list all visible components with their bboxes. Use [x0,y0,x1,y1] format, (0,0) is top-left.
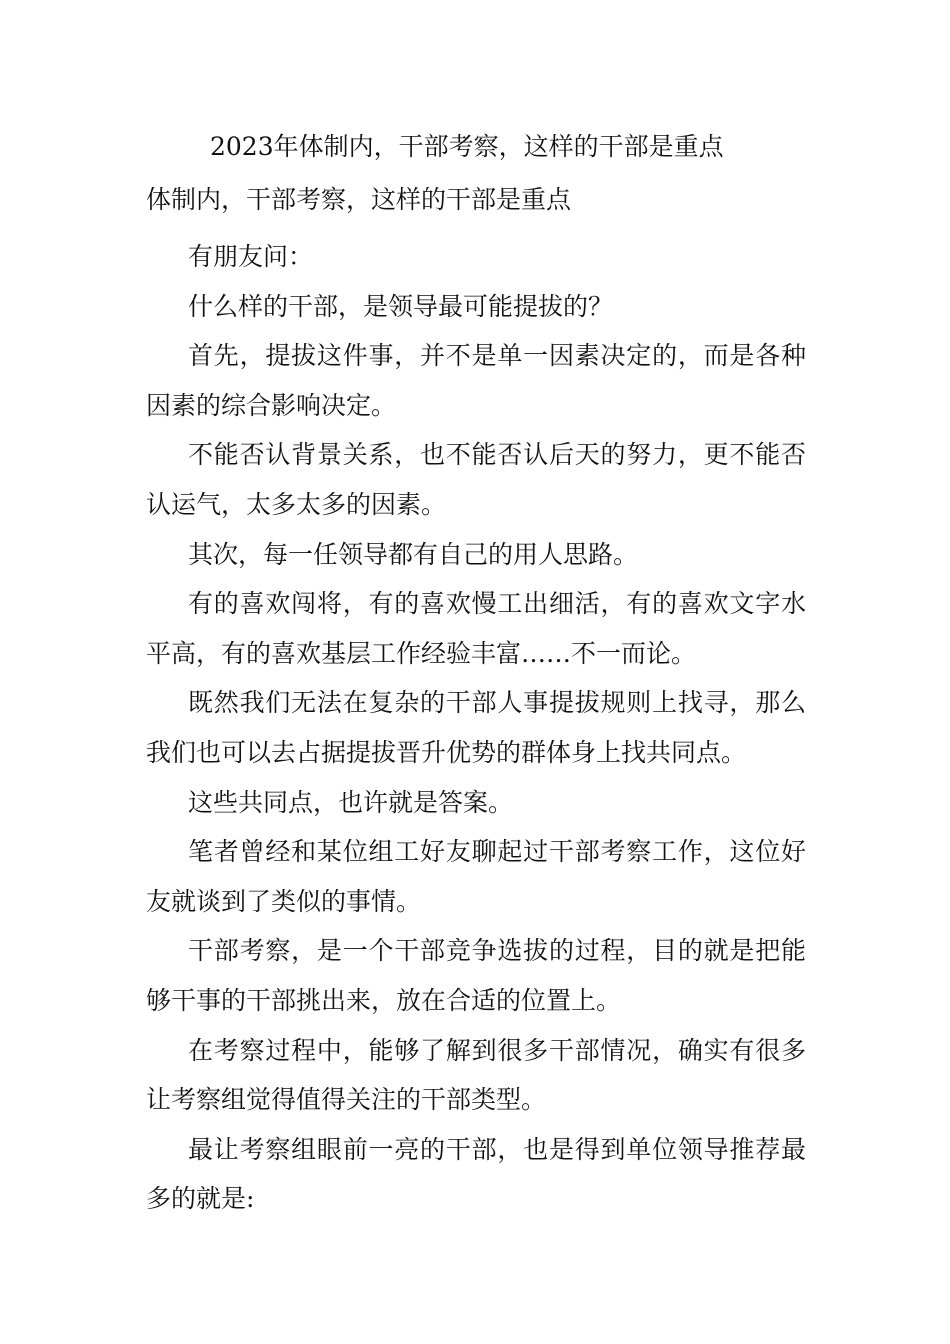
paragraph: 干部考察，是一个干部竞争选拔的过程，目的就是把能够干事的干部挑出来，放在合适的位置上。 [146,936,806,1015]
paragraph: 首先，提拔这件事，并不是单一因素决定的，而是各种因素的综合影响决定。 [146,341,806,420]
paragraph: 在考察过程中，能够了解到很多干部情况，确实有很多让考察组觉得值得关注的干部类型。 [146,1035,806,1115]
document-subtitle: 体制内，干部考察，这样的干部是重点 [146,185,572,214]
document-title: 2023年体制内，干部考察，这样的干部是重点 [210,132,724,161]
document-body [146,232,806,1224]
paragraph: 最让考察组眼前一亮的干部，也是得到单位领导推荐最多的就是: [146,1134,806,1214]
paragraph: 不能否认背景关系，也不能否认后天的努力，更不能否认运气，太多太多的因素。 [146,440,806,519]
paragraph: 其次，每一任领导都有自己的用人思路。 [188,539,639,569]
paragraph: 有的喜欢闯将，有的喜欢慢工出细活，有的喜欢文字水平高，有的喜欢基层工作经验丰富……不一而论。 [146,589,806,668]
paragraph: 有朋友问： [188,242,314,271]
paragraph: 笔者曾经和某位组工好友聊起过干部考察工作，这位好友就谈到了类似的事情。 [146,837,806,916]
paragraph: 既然我们无法在复杂的干部人事提拔规则上找寻，那么我们也可以去占据提拔晋升优势的群体身上找共同点。 [146,688,806,767]
paragraph: 什么样的干部，是领导最可能提拔的？ [188,291,614,321]
paragraph: 这些共同点，也许就是答案。 [188,787,514,817]
